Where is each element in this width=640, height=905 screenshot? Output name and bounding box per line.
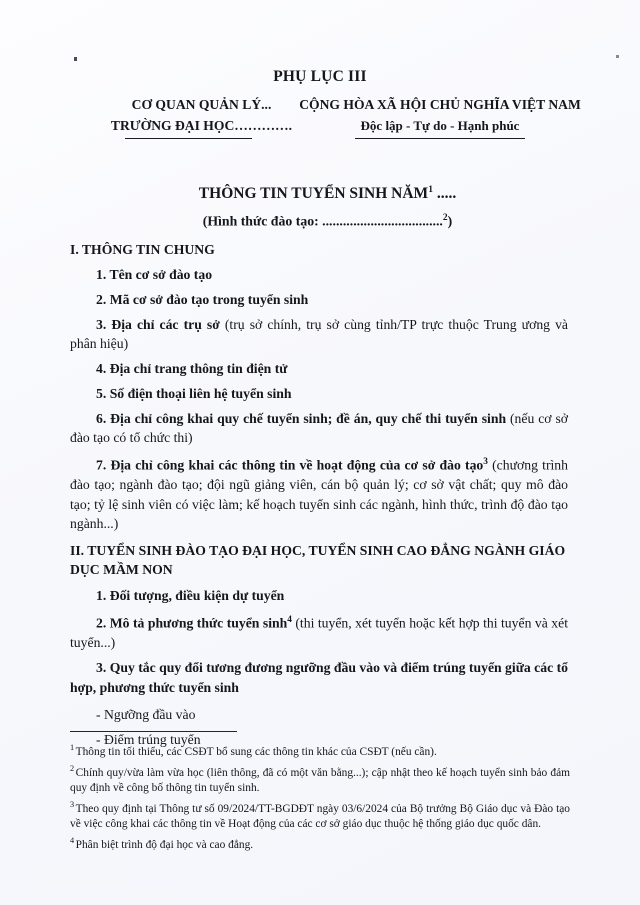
section-2-item-3 [70, 658, 568, 697]
section-1-item-6 [70, 409, 568, 448]
scan-artifact-speck-right [616, 55, 619, 58]
item-label: 2. Mã cơ sở đào tạo trong tuyển sinh [96, 291, 309, 307]
national-motto: Độc lập - Tự do - Hạnh phúc [361, 115, 520, 136]
section-heading-1: I. THÔNG TIN CHUNG [70, 242, 215, 257]
page-subtitle [70, 213, 585, 230]
footnote-marker: 1 [70, 743, 75, 752]
authority-line-1: CƠ QUAN QUẢN LÝ... [131, 97, 272, 112]
footnote-marker: 2 [70, 763, 75, 773]
item-label: 5. Số điện thoại liên hệ tuyển sinh [96, 385, 292, 401]
footnote-item-2 [70, 761, 570, 796]
footnote-list [70, 740, 570, 854]
footnote-ref-4: 4 [287, 615, 292, 626]
footnote-item-3 [70, 797, 570, 832]
item-label: 7. Địa chỉ công khai các thông tin về hoạt động của cơ sở đào tạo [96, 457, 484, 473]
page-title [70, 185, 585, 203]
section-1-item-5 [70, 384, 568, 403]
page-title-text: THÔNG TIN TUYỂN SINH NĂM [198, 185, 429, 203]
item-label: 2. Mô tả phương thức tuyển sinh [96, 615, 288, 631]
footnote-ref-1: 1 [428, 185, 433, 195]
issuing-authority-block [94, 94, 309, 136]
item-label: 3. Quy tắc quy đổi tương đương ngưỡng đầu vào và điểm trúng tuyển giữa các tổ hợp, phương thức tuyển sinh [70, 660, 568, 695]
section-heading-2: II. TUYỂN SINH ĐÀO TẠO ĐẠI HỌC, TUYỂN SINH CAO ĐẲNG NGÀNH GIÁO DỤC MẦM NON [70, 543, 566, 578]
item-label: 3. Địa chỉ các trụ sở [96, 316, 220, 332]
page-title-tail: ..... [432, 185, 457, 203]
section-1-item-7 [70, 453, 568, 533]
page-subtitle-text: (Hình thức đào tạo: ................................... [202, 213, 443, 229]
item-label: 1. Đối tượng, điều kiện dự tuyển [96, 588, 285, 604]
item-detail: (trụ sở chính, trụ sở cùng tỉnh/TP trực thuộc Trung ương và phân hiệu) [70, 316, 568, 352]
footnote-item-1 [70, 740, 570, 760]
item-label: 1. Tên cơ sở đào tạo [96, 266, 213, 282]
item-detail: (chương trình đào tạo; ngành đào tạo; đội ngũ giảng viên, cán bộ quản lý; cơ sở vật chất; quy mô đào tạo; tỷ lệ sinh viên có việc làm; kế hoạch tuyển sinh các ngành, hình thức, trình độ đào tạo ngành...) [70, 457, 568, 531]
country-name: CỘNG HÒA XÃ HỘI CHỦ NGHĨA VIỆT NAM [299, 97, 581, 112]
item-label: 6. Địa chỉ công khai quy chế tuyển sinh; đề án, quy chế thi tuyển sinh [96, 410, 507, 426]
footnote-item-4 [70, 833, 570, 853]
section-2-item-1 [70, 586, 568, 605]
document-header [70, 94, 585, 148]
section-2-dash-2: - Điểm trúng tuyển [96, 731, 201, 747]
footnote-ref-2: 2 [442, 213, 448, 223]
footnote-text: Theo quy định tại Thông tư số 09/2024/TT-BGDĐT ngày 03/6/2024 của Bộ trưởng Bộ Giáo dục và Đào tạo về việc công khai các thông tin về Hoạt động của các cơ sở giáo dục thuộc hệ thống giáo dục quốc dân. [70, 802, 570, 830]
section-1-item-1 [70, 265, 568, 284]
section-2-dash-1: - Ngưỡng đầu vào [96, 707, 196, 723]
scan-artifact-speck [74, 57, 77, 61]
item-detail: (thi tuyển, xét tuyển hoặc kết hợp thi tuyển và xét tuyển...) [70, 615, 568, 651]
footnote-text: Chính quy/vừa làm vừa học (liên thông, đã có một văn bằng...); cập nhật theo kế hoạch tuyển sinh bảo đảm quy định về công bố thông tin tuyển sinh. [70, 766, 570, 794]
appendix-title: PHỤ LỤC III [273, 68, 367, 85]
authority-line-2: TRƯỜNG ĐẠI HỌC…………. [111, 115, 292, 136]
footnote-separator [70, 731, 237, 732]
footnote-marker: 4 [70, 835, 75, 845]
document-body [70, 240, 568, 754]
footnote-text: Phân biệt trình độ đại học và cao đẳng. [75, 838, 254, 851]
section-1-item-3 [70, 315, 568, 354]
section-1-item-2 [70, 290, 568, 309]
section-2-item-2 [70, 611, 568, 652]
page-subtitle-tail: ) [447, 213, 453, 229]
item-label: 4. Địa chỉ trang thông tin điện tử [96, 361, 288, 377]
national-heading-block [295, 94, 585, 136]
footnote-marker: 3 [70, 799, 75, 809]
footnote-ref-3: 3 [483, 457, 488, 468]
item-detail: (nếu cơ sở đào tạo có tổ chức thi) [70, 410, 569, 446]
section-1-item-4 [70, 359, 568, 378]
footnote-text: Thông tin tối thiểu, các CSĐT bổ sung các thông tin khác của CSĐT (nếu cần). [75, 745, 437, 758]
